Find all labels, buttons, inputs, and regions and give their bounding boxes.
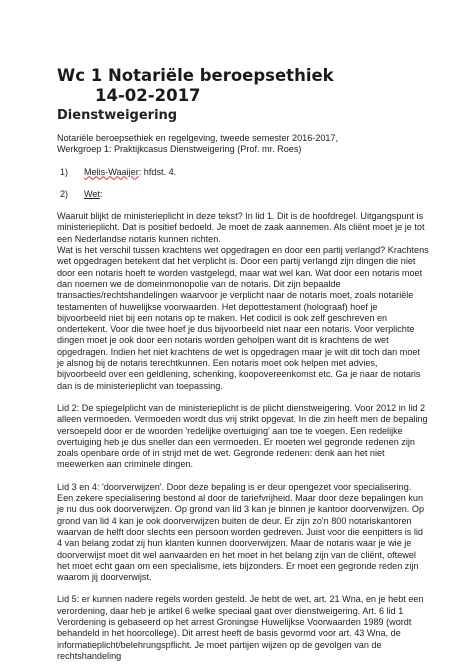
paragraph: Wat is het verschil tussen krachtens wet opgedragen en door een partij verlangd? Krachtens wet opgedragen betekent dat het verplicht is. Door een partij verlangd zijn dingen die niet door een notaris hoeft te worden vastgelegd, maar wat wel kan. Wat door een notaris moet dan noemen we de domeinmonopolie van de notaris. Dit zijn bepaalde transacties/rechtshandelingen waarvoor je verplicht naar de notaris moet, zoals notariële testamenten of huwelijkse voorwaarden. Het depottestament (holograaf) hoef je bijvoorbeeld niet bij een notaris op te maken. Het codicil is ook zelf geschreven en ondertekent. Voor die twee hoef je dus bijvoorbeeld niet naar een notaris. Voor verplichte dingen moet je ook door een notaris worden geholpen want dit is krachtens de wet opgedragen. Indien het niet krachtens de wet is opgedragen maar je wilt dit toch dan moet je alsnog bij de notaris terechtkunnen. Een notaris moet ook helpen met advies, bijvoorbeeld over een geldlening, schenking, koopovereenkomst etc. Ga je naar de notaris dan is de ministerieplicht van toepassing.: [57, 245, 429, 391]
paragraph: Waaruit blijkt de ministerieplicht in deze tekst? In lid 1. Dit is de hoofdregel. Uitgangspunt is ministerieplicht. Dat is positief bedoeld. Je moet de zaak aannemen. Als cliënt moet je je tot een Nederlandse notaris kunnen richten.: [57, 211, 425, 244]
list-number: 1): [60, 166, 69, 177]
list-item: [60, 189, 429, 200]
list-rest: :: [100, 188, 103, 199]
list-author: Wet: [84, 188, 101, 199]
intro-group: Werkgroep 1: Praktijkcasus Dienstweigering (Prof. mr. Roes): [57, 144, 302, 155]
list-author: Melis-Waaijer: [84, 166, 139, 177]
paragraph: Lid 5: er kunnen nadere regels worden gesteld. Je hebt de wet, art. 21 Wna, en je hebt een verordening, daar heb je artikel 6 welke speciaal gaat over dienstweigering. Art. 6 lid 1 Verordening is gebaseerd op het arrest Groningse Huwelijkse Voorwaarden 1989 (wordt behandeld in het hoorcollege). Dit arrest heeft de basis gevormd voor art. 43 Wna, de informatieplicht/belehrungspflicht. Je moet partijen wijzen op de gevolgen van de rechtshandeling: [57, 594, 424, 661]
intro-course: Notariële beroepsethiek en regelgeving, tweede semester 2016-2017,: [57, 133, 339, 143]
list-rest: : hfdst. 4.: [138, 166, 177, 177]
document-body: [57, 128, 429, 662]
document-subtitle: Dienstweigering: [57, 108, 178, 123]
document-date: 14-02-2017: [95, 86, 201, 105]
document-title: Wc 1 Notariële beroepsethiek: [57, 66, 334, 85]
list-item: [60, 167, 429, 178]
paragraph: Lid 3 en 4: 'doorverwijzen'. Door deze bepaling is er deur opengezet voor specialisering. Een zekere specialisering bestond al door de tariefvrijheid. Maar door deze bepalingen kun je nu dus ook doorverwijzen. Op grond van lid 3 kan je binnen je kantoor doorverwijzen. Op grond van lid 4 kan je ook doorverwijzen buiten de deur. Er zijn zo'n 800 notariskantoren waarvan de helft door slechts een persoon worden gedreven. Juist voor die eenpitters is lid 4 van belang zodat zij hun klanten kunnen doorverwijzen. Maar de notaris waar je wie je doorverwijst moet dit wel aanvaarden en het moet in het belang zijn van de cliënt, oftewel het moet echt gaan om een specialisme, iets bijzonders. Er moet een gegronde reden zijn waarom jij doorverwijst.: [57, 481, 424, 583]
list-number: 2): [60, 188, 69, 199]
paragraph: Lid 2: De spiegelplicht van de ministerieplicht is de plicht dienstweigering. Voor 2012 in lid 2 alleen vermoeden. Vermoeden wordt dus vrij strikt opgevat. In die zin heeft men de bepaling versoepeld door er de woorden 'redelijke overtuiging' aan toe te voegen. Een redelijke overtuiging heb je dus sneller dan een vermoeden. Er moeten wel gegronde redenen zijn zoals openbare orde of in strijd met de wet. Gegronde redenen: denk aan het niet meewerken aan criminele dingen.: [57, 402, 428, 470]
